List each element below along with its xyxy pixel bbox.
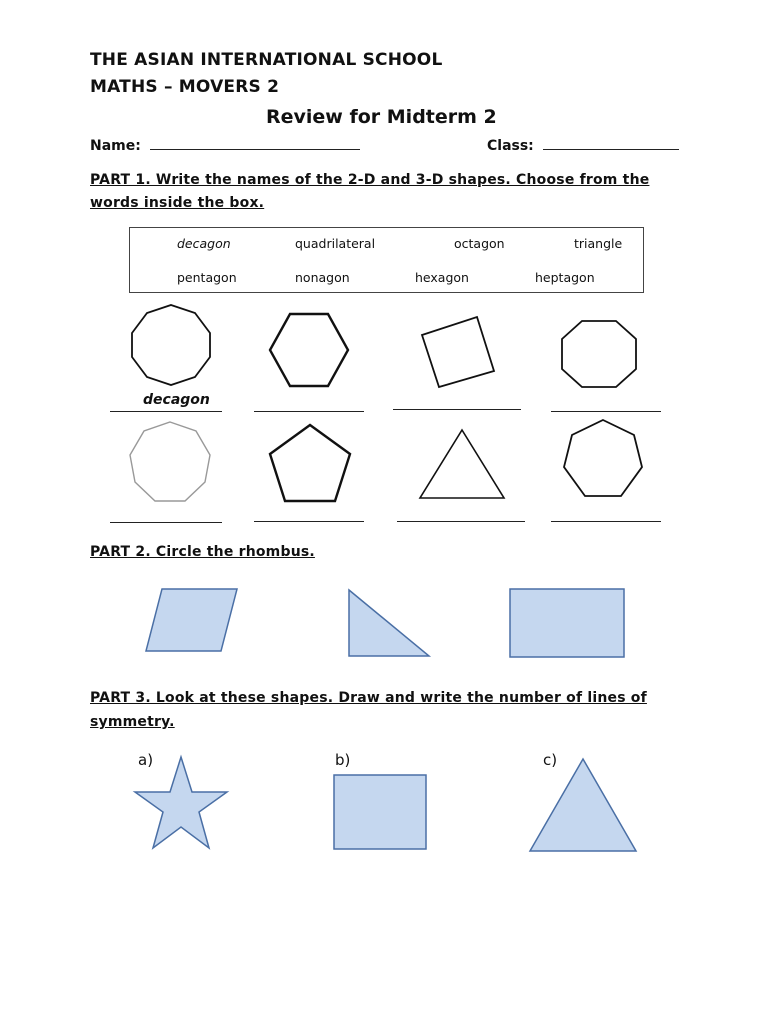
answer-line-6[interactable] [254, 521, 364, 522]
rhombus-shape[interactable] [145, 587, 239, 653]
label-c: c) [543, 751, 558, 769]
octagon-shape [560, 319, 638, 389]
square-shape[interactable] [333, 774, 427, 850]
rectangle-shape[interactable] [509, 588, 625, 658]
name-label: Name: [90, 138, 141, 154]
nonagon-shape [127, 420, 213, 506]
word-decagon: decagon [177, 236, 231, 251]
label-b: b) [335, 751, 351, 769]
word-heptagon: heptagon [535, 270, 595, 285]
triangle-shape [418, 428, 506, 500]
word-nonagon: nonagon [295, 270, 350, 285]
class-label: Class: [487, 138, 534, 154]
heptagon-shape [562, 418, 644, 500]
answer-line-3[interactable] [393, 409, 521, 410]
page-title: Review for Midterm 2 [266, 106, 497, 128]
hexagon-shape [268, 312, 350, 388]
class-field[interactable] [487, 135, 679, 154]
pentagon-shape [268, 423, 352, 503]
part3-instruction-line2: symmetry. [90, 714, 175, 730]
decagon-shape [128, 303, 214, 387]
answer-line-8[interactable] [551, 521, 661, 522]
example-answer-decagon: decagon [143, 392, 210, 408]
school-name: THE ASIAN INTERNATIONAL SCHOOL [90, 50, 443, 70]
answer-line-5[interactable] [110, 522, 222, 523]
answer-line-2[interactable] [254, 411, 364, 412]
label-a: a) [138, 751, 154, 769]
word-triangle: triangle [574, 236, 623, 251]
name-field[interactable] [90, 135, 360, 154]
word-hexagon: hexagon [415, 270, 469, 285]
class-blank[interactable] [543, 135, 679, 150]
part2-instruction: PART 2. Circle the rhombus. [90, 544, 315, 560]
part1-instruction-line2: words inside the box. [90, 195, 265, 211]
word-quadrilateral: quadrilateral [295, 236, 376, 251]
symmetry-triangle-shape[interactable] [528, 757, 638, 853]
word-pentagon: pentagon [177, 270, 237, 285]
answer-line-1[interactable] [110, 411, 222, 412]
quadrilateral-shape [420, 315, 496, 389]
word-box [129, 227, 644, 293]
word-octagon: octagon [454, 236, 505, 251]
star-shape[interactable] [134, 755, 228, 851]
answer-line-7[interactable] [397, 521, 525, 522]
subject-title: MATHS – MOVERS 2 [90, 77, 280, 97]
part1-instruction-line1: PART 1. Write the names of the 2-D and 3-D shapes. Choose from the [90, 172, 650, 188]
part3-instruction-line1: PART 3. Look at these shapes. Draw and write the number of lines of [90, 690, 647, 706]
right-triangle-shape[interactable] [347, 588, 431, 658]
answer-line-4[interactable] [551, 411, 661, 412]
name-blank[interactable] [150, 135, 360, 150]
